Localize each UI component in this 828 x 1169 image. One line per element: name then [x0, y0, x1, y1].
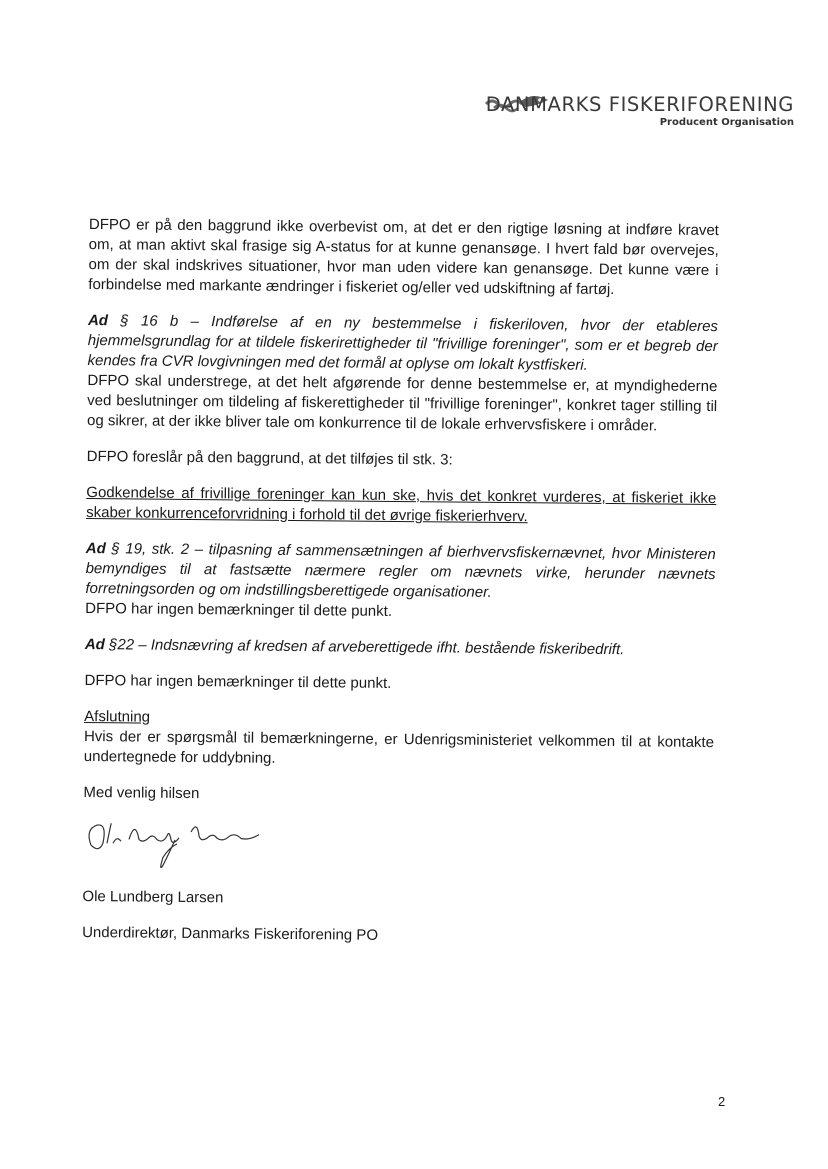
signer-title: Underdirektør, Danmarks Fiskeriforening PO [82, 923, 379, 944]
paragraph-a-status: DFPO er på den baggrund ikke overbevist om, at det er den rigtige løsning at indføre kravet om, at man aktivt skal frasige sig A-status for at kunne genansøge. I hvert fald bør overvejes, om der skal indskrives situationer, hvor man uden videre kan genansøge. Det kunne være i forbindelse med markante ændringer i fiskeriet og/eller ved udskiftning af fartøj. [88, 215, 719, 299]
handwritten-signature [83, 809, 264, 875]
org-subtitle: Producent Organisation [659, 117, 794, 128]
section-22-heading [85, 635, 715, 661]
page-number: 2 [718, 1094, 726, 1109]
greeting: Med venlig hilsen [83, 783, 200, 803]
section-19-title: § 19, stk. 2 – tilpasning af sammensætningen af bierhvervsfiskernævnet, hvor Ministeren bemyndiges til at fastsætte nærmere regler om nævnets virke, herunder nævnets forretningsorden og om indstillingsberettigede organisationer. [85, 540, 716, 601]
suggestion-paragraph: DFPO foreslår på den baggrund, at det tilføjes til stk. 3: [86, 447, 453, 469]
letter-body [82, 215, 719, 965]
signer-name: Ole Lundberg Larsen [82, 887, 224, 907]
section-22-text: DFPO har ingen bemærkninger til dette punkt. [84, 671, 392, 692]
section-label: Ad [84, 635, 105, 654]
proposal-text: Godkendelse af frivillige foreninger kan kun ske, hvis det konkret vurderes, at fiskeriet ikke skaber konkurrenceforvridning i forhold til det øvrige fiskerierhverv. [86, 483, 717, 526]
org-logo [486, 94, 794, 129]
section-19-heading [85, 539, 716, 605]
section-16b-text: DFPO skal understrege, at det helt afgørende for denne bestemmelse er, at myndighederne ved beslutninger om tildeling af fiskerettigheder til "frivillige foreninger", konkret tager stilling til og sikrer, at der ikke bliver tale om konkurrence til de lokale erhvervsfiskere i områder. [86, 371, 718, 435]
closing-text: Hvis der er spørgsmål til bemærkningerne, er Udenrigsministeriet velkommen til at kontakte undertegnede for uddybning. [83, 727, 715, 767]
section-16b-title: § 16 b – Indførelse af en ny bestemmelse i fiskeriloven, hvor der etableres hjemmelsgrundlag for at tildele fiskerirettigheder til "frivillige foreninger", som er et begreb der kendes fra CVR lovgivningen med det formål at oplyse om lokalt kystfiskeri. [87, 312, 719, 374]
section-label: Ad [85, 539, 106, 558]
section-16b-heading [88, 311, 719, 377]
closing-heading: Afslutning [84, 707, 151, 726]
section-label: Ad [87, 311, 109, 330]
org-name: DANMARKS FISKERIFORENING [485, 93, 794, 116]
section-19-text: DFPO har ingen bemærkninger til dette punkt. [85, 599, 393, 620]
section-22-title: §22 – Indsnævring af kredsen af arveberettigede ifht. bestående fiskeribedrift. [108, 636, 625, 659]
